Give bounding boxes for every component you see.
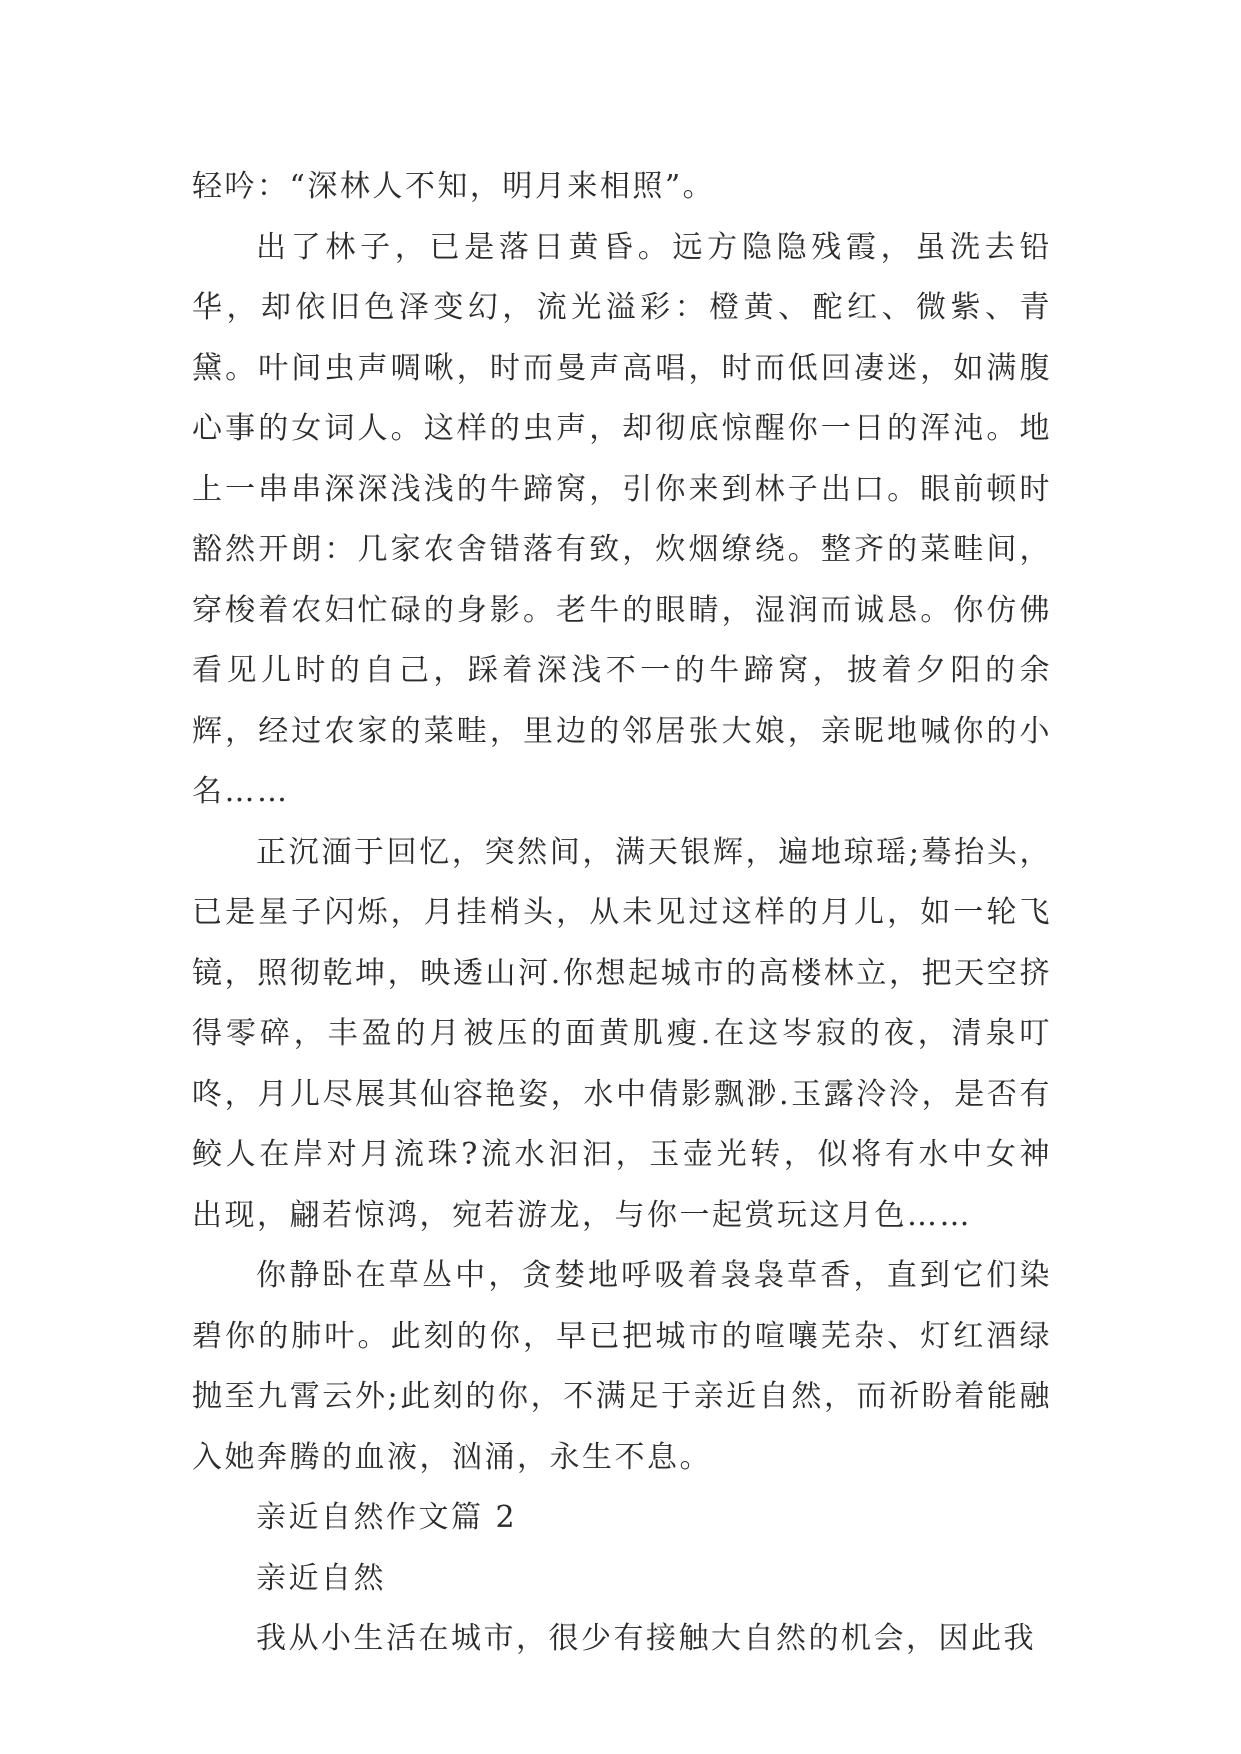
paragraph-opening: 我从小生活在城市，很少有接触大自然的机会，因此我 [256, 1621, 1036, 1656]
paragraph-grass: 你静卧在草丛中，贪婪地呼吸着袅袅草香，直到它们染碧你的肺叶。此刻的你，早已把城市的喧嚷芜杂、灯红酒绿抛至九霄云外;此刻的你，不满足于亲近自然，而祈盼着能融入她奔腾的血液，汹涌，永生不息。 [192, 1258, 1052, 1475]
paragraph-dusk: 出了林子，已是落日黄昏。远方隐隐残霞，虽洗去铅华，却依旧色泽变幻，流光溢彩：橙黄、酡红、微紫、青黛。叶间虫声啁啾，时而曼声高唱，时而低回凄迷，如满腹心事的女词人。这样的虫声，却彻底惊醒你一日的浑沌。地上一串串深深浅浅的牛蹄窝，引你来到林子出口。眼前顿时豁然开朗：几家农舍错落有致，炊烟缭绕。整齐的菜畦间，穿梭着农妇忙碌的身影。老牛的眼睛，湿润而诚恳。你仿佛看见儿时的自己，踩着深浅不一的牛蹄窝，披着夕阳的余辉，经过农家的菜畦，里边的邻居张大娘，亲昵地喊你的小名…… [192, 229, 1052, 809]
document-body [192, 157, 1052, 1670]
section-title: 亲近自然作文篇 2 [256, 1500, 518, 1535]
paragraph-intro-line: 轻吟：“深林人不知，明月来相照”。 [192, 169, 716, 204]
paragraph-moonlight: 正沉湎于回忆，突然间，满天银辉，遍地琼瑶;蓦抬头，已是星子闪烁，月挂梢头，从未见过这样的月儿，如一轮飞镜，照彻乾坤，映透山河.你想起城市的高楼林立，把天空挤得零碎，丰盈的月被压的面黄肌瘦.在这岑寂的夜，清泉叮咚，月儿尽展其仙容艳姿，水中倩影飘渺.玉露泠泠，是否有鲛人在岸对月流珠?流水汩汩，玉壶光转，似将有水中女神出现，翩若惊鸿，宛若游龙，与你一起赏玩这月色…… [192, 834, 1052, 1233]
essay-title: 亲近自然 [256, 1560, 386, 1596]
